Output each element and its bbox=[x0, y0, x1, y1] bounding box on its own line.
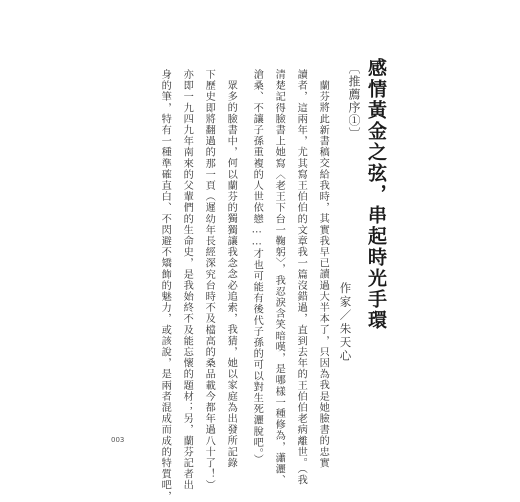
author-credit: 作家／朱天心 bbox=[338, 282, 353, 363]
body-column: 下歷史即將翻過的那一頁（遲幼年長經深究台時不及檔高的桑品載今都年過八十了！） bbox=[203, 69, 215, 491]
body-column: 身的筆，特有一種準確直白、不閃避不矯飾的魅力，或該說，是兩者混成而成的特質吧， bbox=[159, 69, 171, 502]
chapter-title: 感情黃金之弦，串起時光手環 bbox=[365, 58, 387, 331]
body-column: 亦即一九四九年南來的父輩們的生命史，是我始終不及能忘懷的題材；另，蘭芬記者出 bbox=[181, 69, 193, 491]
series-label: 〔推薦序①〕 bbox=[347, 62, 361, 140]
page-number: 003 bbox=[111, 436, 125, 444]
body-column: 蘭芬將此新書稿交給我時，其實我早已讀過大半本了，只因為我是她臉書的忠實 bbox=[317, 80, 329, 469]
body-column: 讀者，這兩年，尤其寫王伯伯的文章我一篇沒錯過，直到去年的王伯伯老病離世。（我 bbox=[295, 69, 307, 486]
body-column: 眾多的臉書中，何以蘭芬的獨獨讓我念念必追索，我猜，她以家庭為出發所記錄 bbox=[225, 80, 237, 469]
body-column: 清楚記得臉書上她寫〈老王下台一鞠躬〉，我忍淚含笑暗嘆，是哪樣一種修為，瀟灑、 bbox=[273, 69, 285, 486]
body-column: 滄桑、不讓子孫重複的人世依戀……才也可能有後代子孫的可以對生死灑脫吧。） bbox=[251, 69, 263, 466]
